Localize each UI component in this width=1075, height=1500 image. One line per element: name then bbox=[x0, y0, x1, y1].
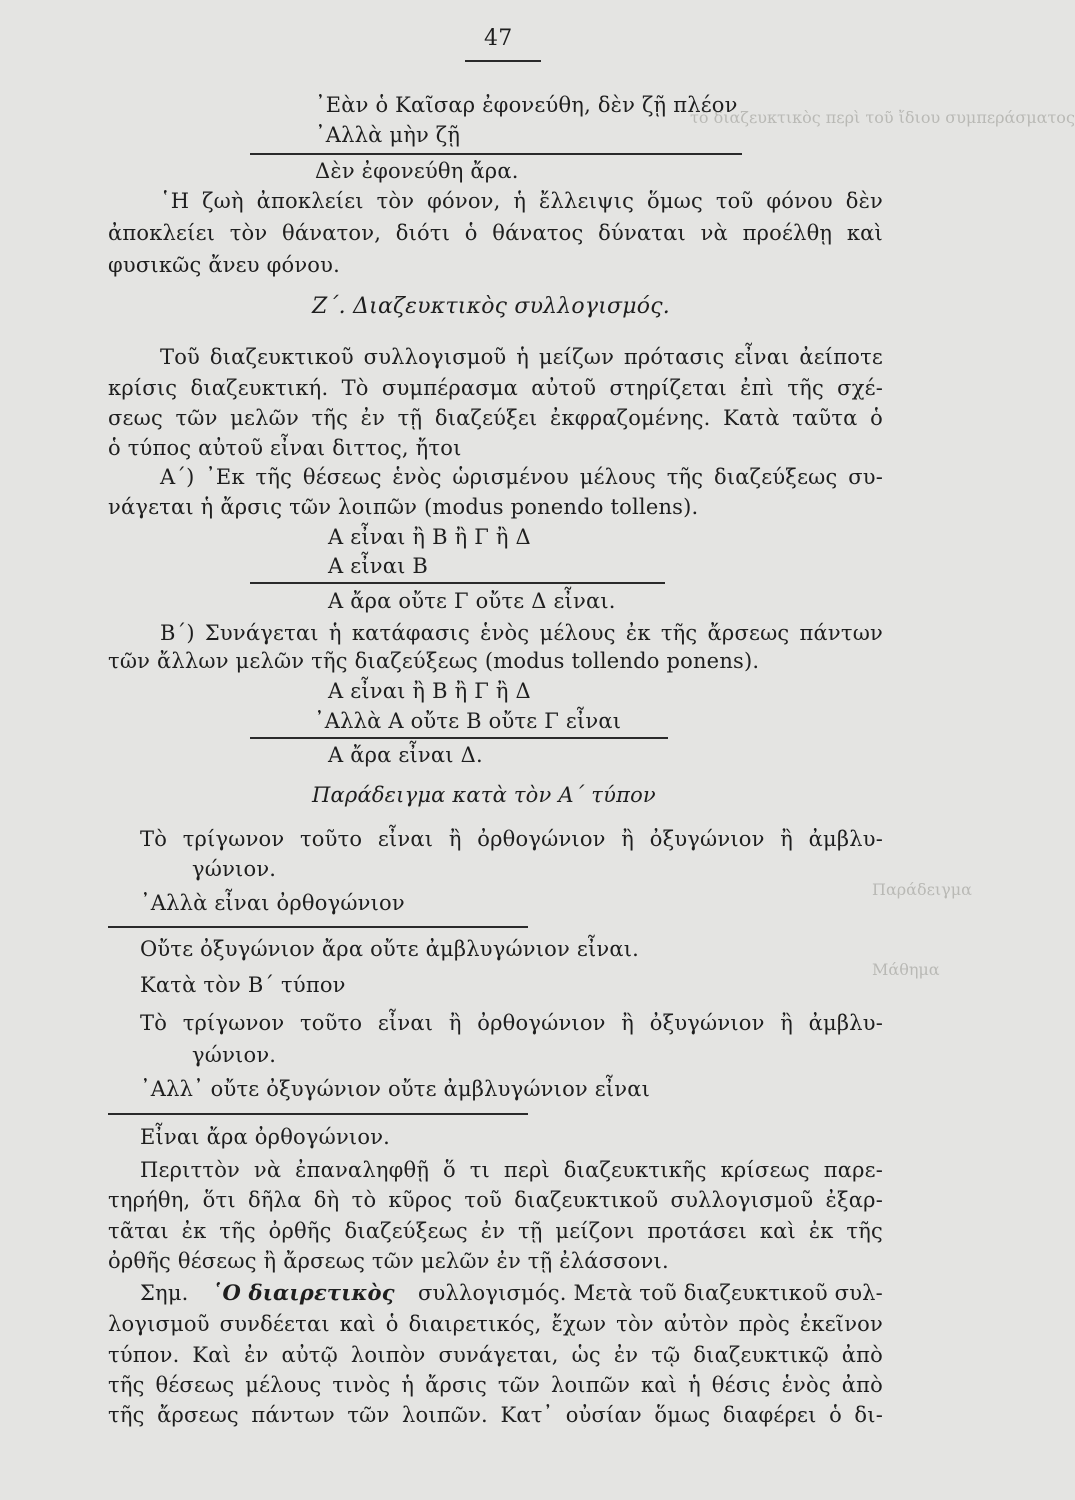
note-first-line bbox=[140, 1280, 883, 1306]
example-premise: ᾿Αλλ᾿ οὔτε ὀξυγώνιον οὔτε ἀμβλυγώνιον εἶναι bbox=[140, 1077, 651, 1101]
paragraph-line: τᾶται ἐκ τῆς ὀρθῆς διαζεύξεως ἐν τῇ μείζονι προτάσει καὶ ἐκ τῆς bbox=[108, 1219, 883, 1243]
example-premise-line: γώνιον. bbox=[192, 1043, 277, 1067]
example-conclusion: Οὔτε ὀξυγώνιον ἄρα οὔτε ἀμβλυγώνιον εἶναι. bbox=[140, 937, 640, 961]
paragraph-line: σεως τῶν μελῶν τῆς ἐν τῇ διαζεύξει ἐκφραζομένης. Κατὰ ταῦτα ὁ bbox=[108, 406, 883, 430]
syllogism-rule bbox=[250, 153, 742, 155]
show-through-text: Παράδειγμα bbox=[872, 880, 972, 899]
schema-premise: Α εἶναι Β bbox=[328, 554, 429, 578]
section-heading: Ζ΄. Διαζευκτικὸς συλλογισμός. bbox=[312, 294, 670, 319]
paragraph-line: Περιττὸν νὰ ἐπαναληφθῇ ὅ τι περὶ διαζευκτικῆς κρίσεως παρε- bbox=[140, 1158, 883, 1182]
paragraph-line: Τοῦ διαζευκτικοῦ συλλογισμοῦ ἡ μείζων πρότασις εἶναι ἀείποτε bbox=[160, 345, 883, 369]
schema-rule bbox=[250, 737, 668, 739]
page-number: 47 bbox=[484, 26, 513, 51]
example-rule bbox=[108, 1113, 528, 1115]
schema-premise: Α εἶναι ἢ Β ἢ Γ ἢ Δ bbox=[328, 525, 531, 549]
show-through-text: τὸ διαζευκτικὸς περὶ τοῦ ἴδιου συμπεράσματος bbox=[690, 108, 1075, 127]
note-prefix: Σημ. bbox=[140, 1281, 189, 1305]
paragraph-line: ῾Η ζωὴ ἀποκλείει τὸν φόνον, ἡ ἔλλειψις ὅμως τοῦ φόνου δὲν bbox=[160, 189, 883, 213]
example-premise-line: Τὸ τρίγωνον τοῦτο εἶναι ἢ ὀρθογώνιον ἢ ὀξυγώνιον ἢ ἀμβλυ- bbox=[140, 1011, 883, 1035]
note-first-line-rest: συλλογισμός. Μετὰ τοῦ διαζευκτικοῦ συλ- bbox=[417, 1281, 883, 1305]
syllogism-premise: ᾿Αλλὰ μὴν ζῇ bbox=[315, 123, 461, 147]
page-number-rule bbox=[465, 60, 541, 62]
paragraph-line: φυσικῶς ἄνευ φόνου. bbox=[108, 253, 340, 277]
example-heading: Παράδειγμα κατὰ τὸν Α΄ τύπον bbox=[312, 783, 656, 807]
example-premise: ᾿Αλλὰ εἶναι ὀρθογώνιον bbox=[140, 891, 405, 915]
show-through-text: Μάθημα bbox=[872, 960, 940, 979]
mode-a-line: Α΄) ᾿Εκ τῆς θέσεως ἑνὸς ὡρισμένου μέλους τῆς διαζεύξεως συ- bbox=[160, 465, 883, 489]
schema-premise: Α εἶναι ἢ Β ἢ Γ ἢ Δ bbox=[328, 679, 531, 703]
paragraph-line: κρίσις διαζευκτική. Τὸ συμπέρασμα αὐτοῦ στηρίζεται ἐπὶ τῆς σχέ- bbox=[108, 376, 883, 400]
schema-conclusion: Α ἄρα εἶναι Δ. bbox=[328, 743, 483, 767]
note-term: ῾Ο διαιρετικὸς bbox=[211, 1280, 395, 1305]
syllogism-premise: ᾿Εὰν ὁ Καῖσαρ ἐφονεύθη, δὲν ζῇ πλέον bbox=[315, 93, 738, 117]
note-line: τῆς θέσεως μέλους τινὸς ἡ ἄρσις τῶν λοιπῶν καὶ ἡ θέσις ἑνὸς ἀπὸ bbox=[108, 1373, 883, 1397]
schema-rule bbox=[250, 582, 665, 584]
paragraph-line: ὁ τύπος αὐτοῦ εἶναι διττος, ἤτοι bbox=[108, 436, 462, 460]
schema-premise: ᾿Αλλὰ Α οὔτε Β οὔτε Γ εἶναι bbox=[314, 709, 622, 733]
paragraph-line: ἀποκλείει τὸν θάνατον, διότι ὁ θάνατος δύναται νὰ προέλθῃ καὶ bbox=[108, 221, 883, 245]
example-conclusion: Εἶναι ἄρα ὀρθογώνιον. bbox=[140, 1125, 391, 1149]
example-rule bbox=[108, 926, 528, 928]
schema-conclusion: Α ἄρα οὔτε Γ οὔτε Δ εἶναι. bbox=[328, 589, 616, 613]
example-b-heading: Κατὰ τὸν Β΄ τύπον bbox=[140, 973, 346, 997]
syllogism-conclusion: Δὲν ἐφονεύθη ἄρα. bbox=[315, 159, 519, 183]
example-premise-line: Τὸ τρίγωνον τοῦτο εἶναι ἢ ὀρθογώνιον ἢ ὀξυγώνιον ἢ ἀμβλυ- bbox=[140, 827, 883, 851]
mode-b-line: τῶν ἄλλων μελῶν τῆς διαζεύξεως (modus tollendo ponens). bbox=[108, 649, 760, 673]
mode-b-line: Β΄) Συνάγεται ἡ κατάφασις ἑνὸς μέλους ἐκ τῆς ἄρσεως πάντων bbox=[160, 621, 883, 645]
paragraph-line: ὀρθῆς θέσεως ἢ ἄρσεως τῶν μελῶν ἐν τῇ ἐλάσσονι. bbox=[108, 1249, 669, 1273]
note-line: τῆς ἄρσεως πάντων τῶν λοιπῶν. Κατ᾿ οὐσίαν ὅμως διαφέρει ὁ δι- bbox=[108, 1403, 883, 1427]
note-line: τύπον. Καὶ ἐν αὐτῷ λοιπὸν συνάγεται, ὡς ἐν τῷ διαζευκτικῷ ἀπὸ bbox=[108, 1343, 883, 1367]
note-line: λογισμοῦ συνδέεται καὶ ὁ διαιρετικός, ἔχων τὸν αὐτὸν πρὸς ἐκεῖνον bbox=[108, 1312, 883, 1336]
example-premise-line: γώνιον. bbox=[192, 857, 277, 881]
mode-a-line: νάγεται ἡ ἄρσις τῶν λοιπῶν (modus ponendo tollens). bbox=[108, 495, 699, 519]
paragraph-line: τηρήθη, ὅτι δῆλα δὴ τὸ κῦρος τοῦ διαζευκτικοῦ συλλογισμοῦ ἐξαρ- bbox=[108, 1188, 883, 1212]
